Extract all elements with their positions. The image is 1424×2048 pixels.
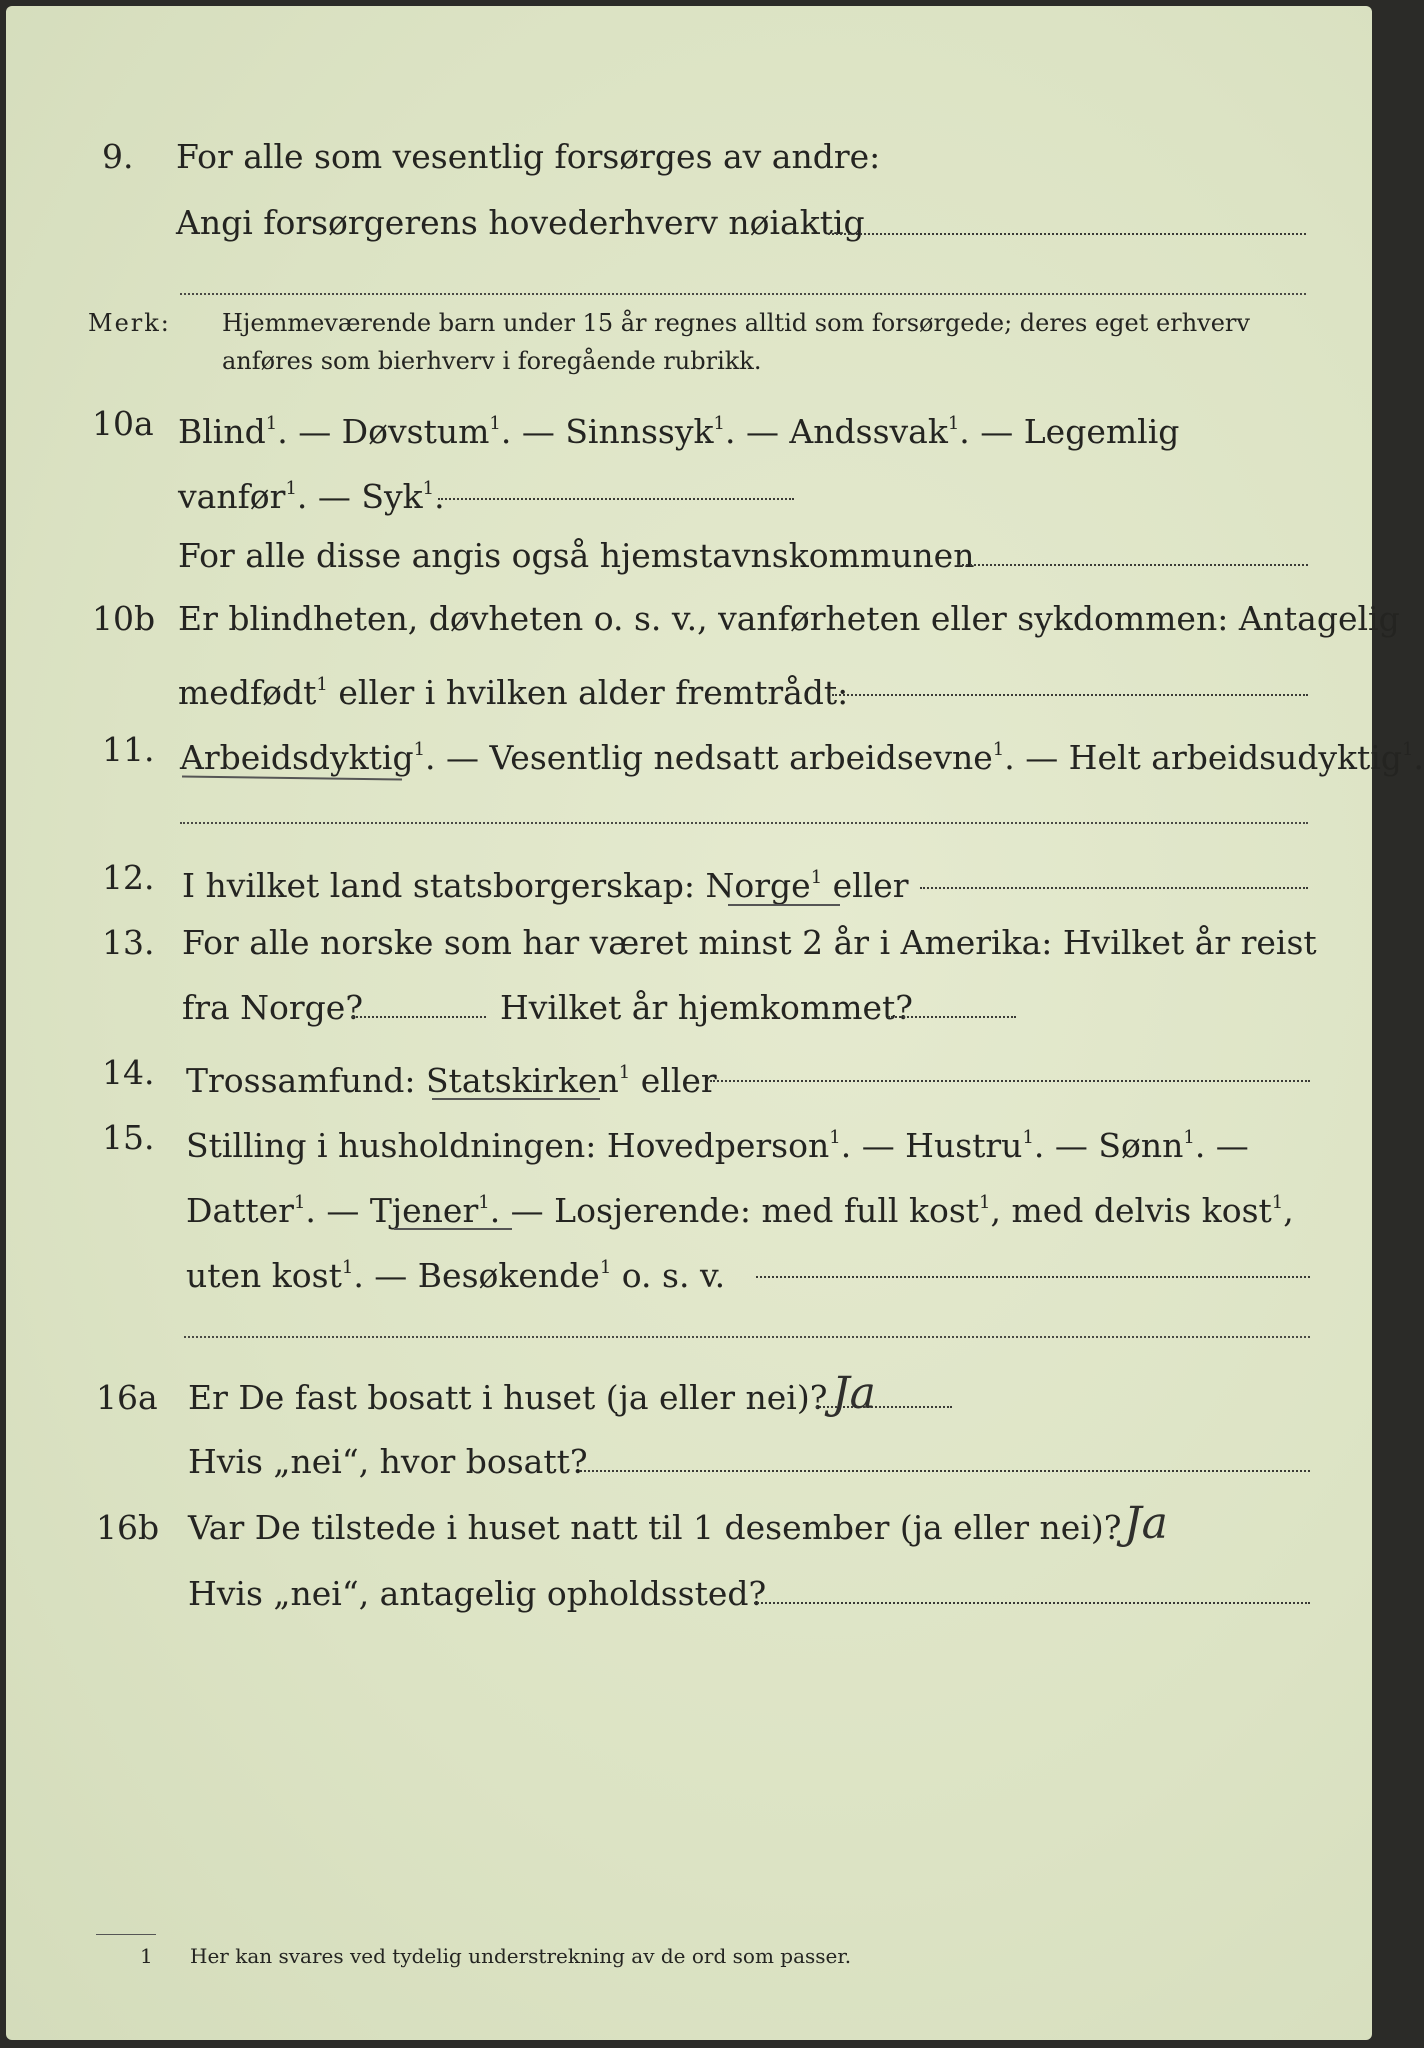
option-datter[interactable]: Datter [186,1191,294,1230]
q14-number: 14. [102,1053,155,1092]
q13-reist-field[interactable] [352,1016,486,1018]
q16a-number: 16a [96,1378,158,1417]
footnote-text: Her kan svares ved tydelig understrekning av de ord som passer. [190,1944,852,1968]
q14-other-field[interactable] [710,1080,1310,1082]
merk-label: Merk: [88,309,171,337]
q10a-line3: For alle disse angis også hjemstavnskommunen [178,536,975,575]
q16a-bosatt-field[interactable] [580,1470,1310,1472]
norge-underline [728,904,840,906]
q15-other-field[interactable] [756,1276,1310,1278]
option-andssvak[interactable]: — Andssvak [745,412,948,451]
q13-number: 13. [102,923,155,962]
q16b-number: 16b [96,1508,160,1547]
q12-line: I hvilket land statsborgerskap: Norge$^1$ eller [182,866,909,905]
q10a-syk-field[interactable] [438,498,794,500]
option-legemlig[interactable]: — Legemlig [980,412,1180,451]
q12-other-field[interactable] [920,887,1308,889]
q16a-handwritten-answer: Ja [832,1368,876,1419]
footnote-rule [96,1934,156,1935]
option-full-kost[interactable]: — Losjerende: med full kost [510,1191,980,1230]
q15-line2: Datter$^1$. — Tjener$^1$. — Losjerende: med full kost$^1$, med delvis kost$^1$, [186,1191,1294,1230]
option-vesentlig-nedsatt[interactable]: — Vesentlig nedsatt arbeidsevne [446,738,993,777]
q13-line2a: fra Norge? [182,988,364,1027]
census-form-page [6,6,1424,2040]
q16b-line1: Var De tilstede i huset natt til 1 desember (ja eller nei)? [188,1508,1122,1547]
option-dovstum[interactable]: — Døvstum [298,412,490,451]
q15-answer-line[interactable] [184,1336,1310,1338]
option-syk[interactable]: — Syk [317,477,423,516]
footnote-mark: 1 [140,1944,153,1968]
q9-answer-field[interactable] [828,233,1306,235]
option-medfodt[interactable]: medfødt [178,673,317,712]
option-vanfor[interactable]: vanfør [178,477,286,516]
q15-number: 15. [102,1118,155,1157]
option-tjener[interactable]: — Tjener [326,1191,479,1230]
q16a-line1: Er De fast bosatt i huset (ja eller nei)? [188,1378,828,1417]
option-helt-udyktig[interactable]: — Helt arbeidsudyktig [1025,738,1402,777]
q13-hjemkommet-field[interactable] [888,1016,1016,1018]
q13-line1: For alle norske som har været minst 2 år i Amerika: Hvilket år reist [182,923,1317,962]
tjener-underline [394,1228,512,1230]
q16b-line2: Hvis „nei“, antagelig opholdssted? [188,1574,767,1613]
q15-line3: uten kost$^1$. — Besøkende$^1$ o. s. v. [186,1256,726,1295]
q16a-line2: Hvis „nei“, hvor bosatt? [188,1442,588,1481]
statskirken-underline [432,1098,600,1100]
q13-line2b: Hvilket år hjemkommet? [500,988,913,1027]
option-hovedperson[interactable]: Stilling i husholdningen: Hovedperson [186,1126,830,1165]
merk-line2: anføres som bierhverv i foregående rubrikk. [222,347,762,375]
option-besokende[interactable]: — Besøkende [374,1256,600,1295]
option-norge[interactable]: Norge [705,866,811,905]
q9-line2: Angi forsørgerens hovederhverv nøiaktig [176,203,865,242]
q10a-options-line1: Blind$^1$. — Døvstum$^1$. — Sinnssyk$^1$. — Andssvak$^1$. — Legemlig [178,412,1180,451]
q9-number: 9. [102,137,134,176]
q16b-opholdssted-field[interactable] [754,1602,1310,1604]
q15-line1: Stilling i husholdningen: Hovedperson$^1$. — Hustru$^1$. — Sønn$^1$. — [186,1126,1249,1165]
q10a-hjemstavn-field[interactable] [958,564,1308,566]
q11-answer-line[interactable] [180,822,1308,824]
q10b-alder-field[interactable] [832,694,1308,696]
option-statskirken[interactable]: Statskirken [425,1061,619,1100]
option-blind[interactable]: Blind [178,412,266,451]
option-delvis-kost[interactable]: , med delvis kost [990,1191,1272,1230]
option-arbeidsdyktig[interactable]: Arbeidsdyktig [180,738,414,777]
q10b-line2: medfødt$^1$ eller i hvilken alder fremtrådt: [178,673,849,712]
q11-options: Arbeidsdyktig$^1$. — Vesentlig nedsatt arbeidsevne$^1$. — Helt arbeidsudyktig$^1$. [180,738,1424,777]
q9-line1: For alle som vesentlig forsørges av andre: [176,137,881,176]
q12-number: 12. [102,858,155,897]
q10b-line1: Er blindheten, døvheten o. s. v., vanførheten eller sykdommen: Antagelig [178,599,1400,638]
q10b-number: 10b [92,599,156,638]
merk-line1: Hjemmeværende barn under 15 år regnes alltid som forsørgede; deres eget erhverv [222,309,1250,337]
option-hustru[interactable]: — Hustru [861,1126,1023,1165]
q16b-handwritten-answer: Ja [1124,1498,1168,1549]
option-uten-kost[interactable]: uten kost [186,1256,342,1295]
q9-answer-line[interactable] [180,293,1306,295]
option-sonn[interactable]: — Sønn [1054,1126,1184,1165]
q10a-number: 10a [92,404,154,443]
option-sinnssyk[interactable]: — Sinnssyk [521,412,714,451]
q11-number: 11. [102,730,155,769]
q14-line: Trossamfund: Statskirken$^1$ eller [186,1061,717,1100]
q10a-options-line2: vanfør$^1$. — Syk$^1$. [178,477,445,516]
